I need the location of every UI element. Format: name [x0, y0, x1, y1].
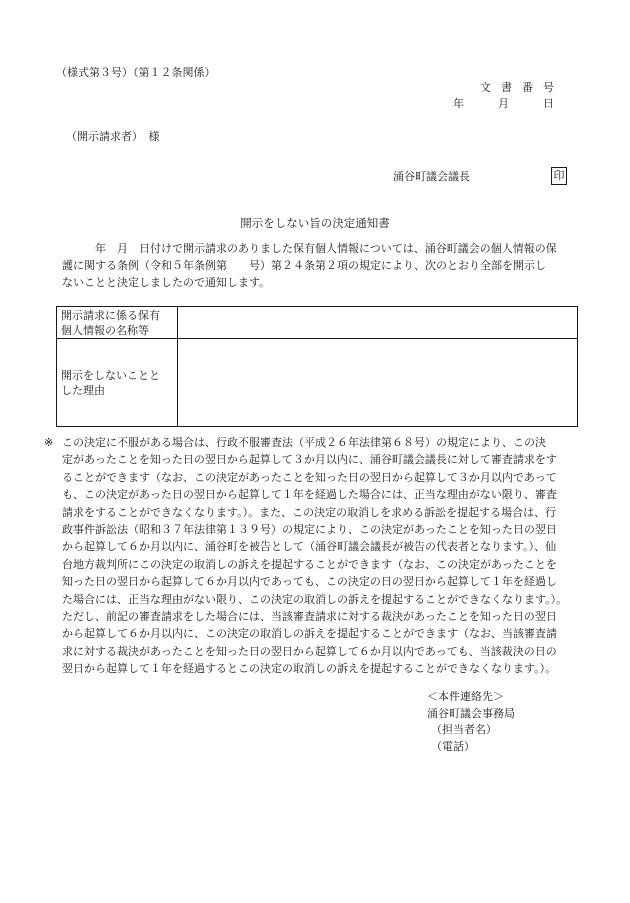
body-line: 年 月 日付けで開示請求のありました保有個人情報については、涌谷町議会の個人情報の保: [62, 242, 557, 255]
table-row-reason: [57, 339, 578, 427]
body-line: 護に関する条例（令和５年条例第 号）第２４条第２項の規定により、次のとおり全部を開示し: [62, 259, 546, 272]
contact-phone: （電話）: [431, 739, 475, 753]
notice-line: 台地方裁判所にこの決定の取消しの訴えを提起することができます（なお、この決定があったことを: [62, 557, 557, 571]
notice-line: 請求をすることができなくなります。）。また、この決定の取消しを求める訴訟を提起する場合は、行: [62, 505, 557, 519]
value-reason: [178, 339, 578, 427]
label-line: 開示請求に係る保有: [61, 308, 160, 322]
date-day: 日: [543, 97, 554, 110]
value-info-name: [178, 307, 578, 339]
contact-heading: ＜本件連絡先＞: [427, 690, 504, 703]
notice-line: ることができます（なお、この決定があったことを知った日の翌日から起算して３か月以内であって: [62, 470, 557, 484]
seal-box: 印: [551, 167, 567, 185]
label-line: 個人情報の名称等: [61, 323, 149, 337]
document-title: 開示をしない旨の決定通知書: [240, 216, 390, 230]
form-number: （様式第３号）（第１２条関係）: [56, 66, 216, 79]
notice-line: から起算して６か月以内に、この決定の取消しの訴えを提起することができます（なお、当該審査請: [62, 627, 557, 641]
sender-name: 涌谷町議会議長: [393, 170, 470, 183]
table-row-info-name: [57, 307, 578, 339]
notice-line: から起算して６か月以内に、涌谷町を被告として（涌谷町議会議長が被告の代表者となります。）、仙: [62, 540, 557, 554]
contact-office: 涌谷町議会事務局: [427, 706, 515, 720]
body-line: ないことと決定しましたので通知します。: [62, 276, 271, 289]
contact-person: （担当者名）: [431, 723, 497, 736]
appeal-notice: [44, 434, 584, 678]
notice-line: [44, 434, 584, 451]
date-year: 年: [453, 97, 464, 110]
notice-line: 定があったことを知った日の翌日から起算して３か月以内に、涌谷町議会議長に対して審査請求をす: [62, 453, 557, 467]
addressee: （開示請求者） 様: [66, 130, 160, 143]
notice-line-text: この決定に不服がある場合は、行政不服審査法（平成２６年法律第６８号）の規定により、この決: [62, 436, 546, 449]
note-mark: ※: [44, 436, 54, 449]
contact-block: [427, 689, 515, 755]
notice-line: た場合には、正当な理由がない限り、この決定の取消しの訴えを提起することができなくなります。）。: [62, 592, 568, 606]
label-line: 開示をしないことと: [61, 368, 160, 382]
label-reason: [57, 339, 178, 427]
date-month: 月: [498, 97, 509, 110]
document-number-label: 文書番号: [480, 81, 564, 94]
notice-line: も、この決定があった日の翌日から起算して１年を経過した場合には、正当な理由がない限り、審査: [62, 488, 557, 502]
label-line: した理由: [61, 383, 105, 397]
document-number-block: [453, 81, 564, 110]
notice-line: 求に対する裁決があったことを知った日の翌日から起算して６か月以内であっても、当該裁決の日の: [62, 644, 557, 658]
notice-body: [62, 240, 582, 291]
decision-table: [56, 306, 578, 427]
notice-line: 知った日の翌日から起算して６か月以内であっても、この決定の日の翌日から起算して１年を経過し: [62, 575, 557, 589]
label-info-name: [57, 307, 178, 339]
notice-line: 政事件訴訟法（昭和３７年法律第１３９号）の規定により、この決定があったことを知った日の翌日: [62, 523, 557, 537]
notice-line: ただし、前記の審査請求をした場合には、当該審査請求に対する裁決があったことを知った日の翌日: [62, 610, 557, 624]
notice-line: 翌日から起算して１年を経過するとこの決定の取消しの訴えを提起することができなくなります。）。: [62, 662, 557, 676]
issue-date: [453, 98, 554, 109]
